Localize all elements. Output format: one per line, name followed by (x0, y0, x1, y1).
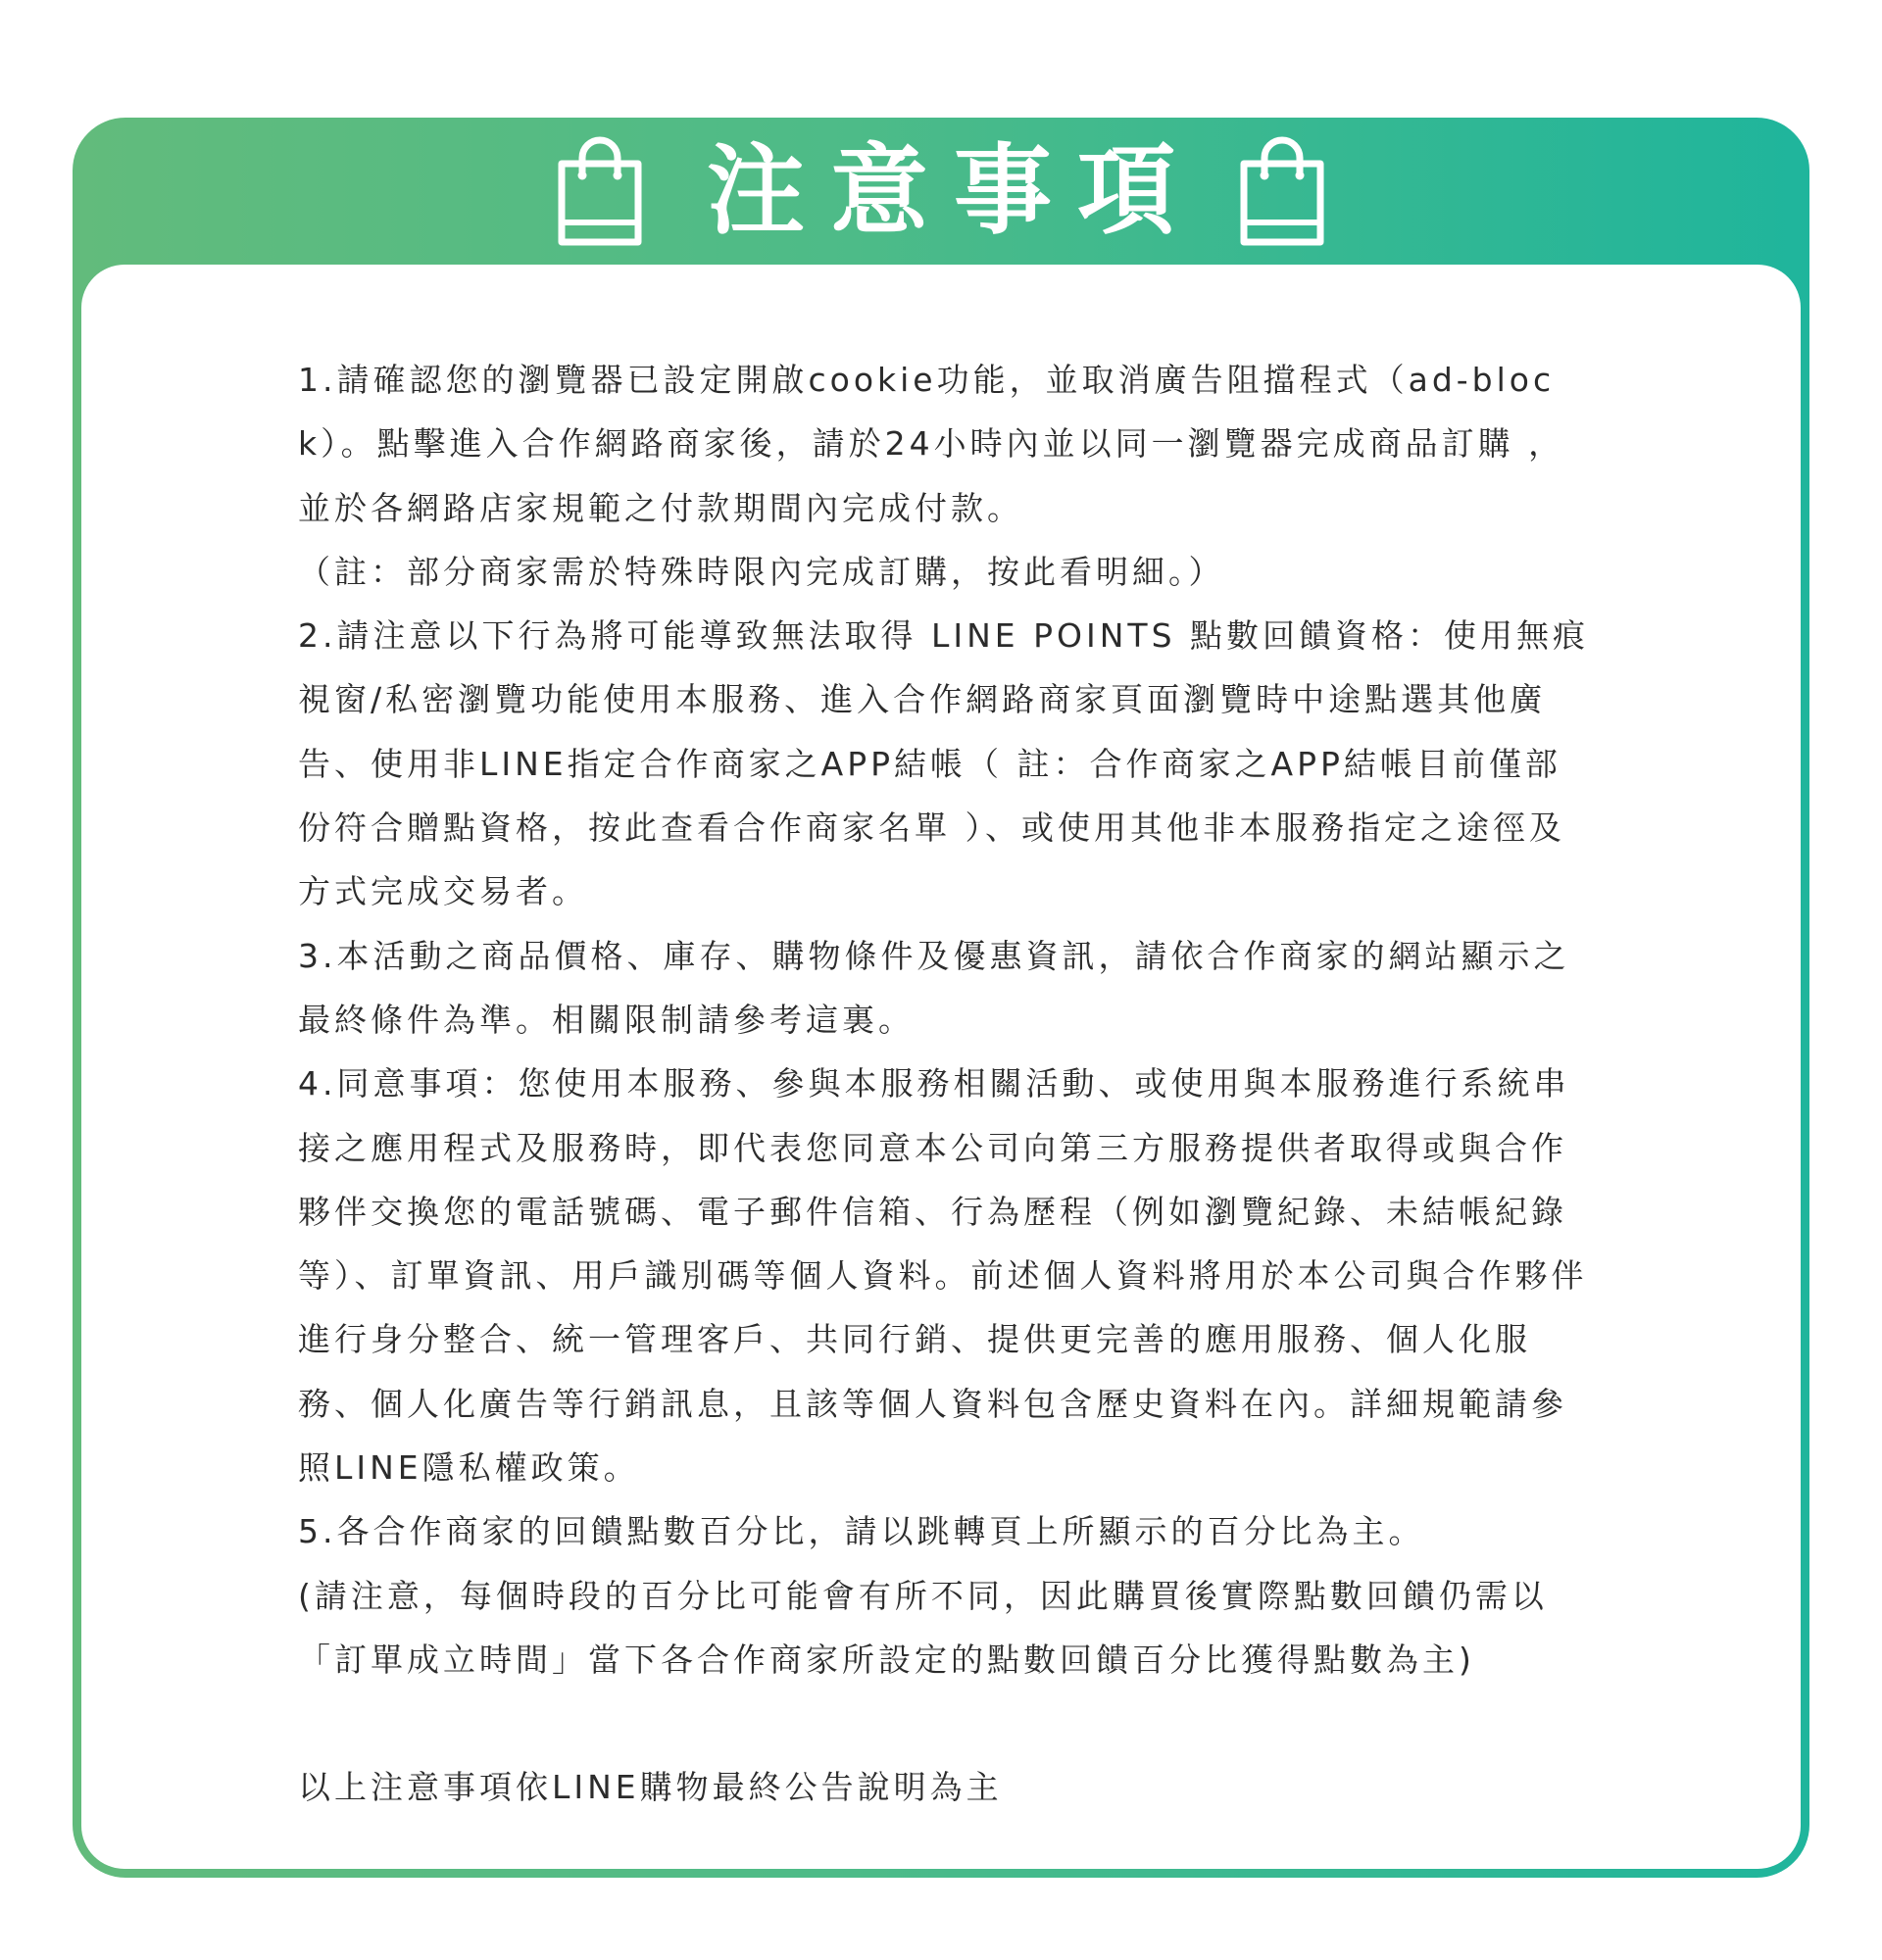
note-3: 3.本活動之商品價格、庫存、購物條件及優惠資訊，請依合作商家的網站顯示之最終條件為準。相關限制請參考這裏。 (298, 936, 1570, 1039)
note-1-remark: （註：部分商家需於特殊時限內完成訂購，按此看明細。） (298, 552, 1225, 591)
page-title: 注意事項 (707, 133, 1201, 248)
note-5: 5.各合作商家的回饋點數百分比，請以跳轉頁上所顯示的百分比為主。 (298, 1512, 1425, 1551)
shopping-bag-icon (558, 136, 642, 246)
note-4: 4.同意事項：您使用本服務、參與本服務相關活動、或使用與本服務進行系統串接之應用程式及服務時，即代表您同意本公司向第三方服務提供者取得或與合作夥伴交換您的電話號碼、電子郵件信箱、行為歷程（例如瀏覽紀錄、未結帳紀錄等）、訂單資訊、用戶識別碼等個人資料。前述個人資料將用於本公司與合作夥伴進行身分整合、統一管理客戶、共同行銷、提供更完善的應用服務、個人化服務、個人化廣告等行銷訊息，且該等個人資料包含歷史資料在內。詳細規範請參照LINE隱私權政策。 (298, 1064, 1588, 1488)
notice-header (73, 118, 1809, 265)
footer-note: 以上注意事項依LINE購物最終公告說明為主 (298, 1768, 1003, 1807)
note-2: 2.請注意以下行為將可能導致無法取得 LINE POINTS 點數回饋資格：使用無痕視窗/私密瀏覽功能使用本服務、進入合作網路商家頁面瀏覽時中途點選其他廣告、使用非LINE指定合作商家之APP結帳（ 註：合作商家之APP結帳目前僅部份符合贈點資格，按此查看合作商家名單 ）、或使用其他非本服務指定之途徑及方式完成交易者。 (298, 616, 1590, 911)
notice-content (298, 348, 1592, 1820)
note-1: 1.請確認您的瀏覽器已設定開啟cookie功能，並取消廣告阻擋程式（ad-block）。點擊進入合作網路商家後，請於24小時內並以同一瀏覽器完成商品訂購 ，並於各網路店家規範之付款期間內完成付款。 (298, 361, 1565, 527)
spacer (298, 1691, 1592, 1755)
shopping-bag-icon (1240, 136, 1324, 246)
note-5-remark: (請注意，每個時段的百分比可能會有所不同，因此購買後實際點數回饋仍需以「訂單成立時間」當下各合作商家所設定的點數回饋百分比獲得點數為主) (298, 1576, 1548, 1679)
